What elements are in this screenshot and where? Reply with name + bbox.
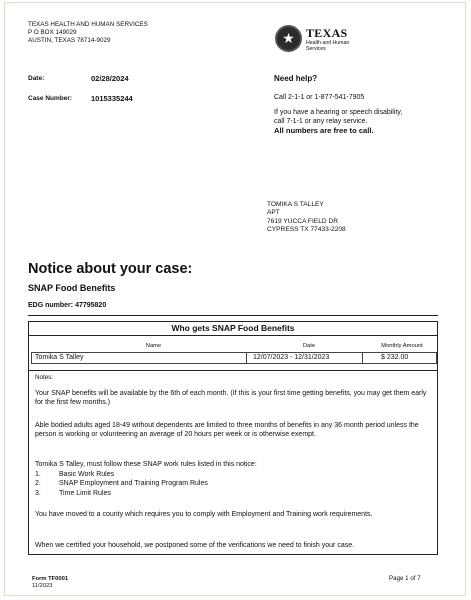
notes-paragraph: Your SNAP benefits will be available by the 6th of each month. (If this is your first time getting benefits, you may get them early for the first few months.) <box>35 390 427 407</box>
help-line: call 7-1-1 or any relay service. <box>274 117 368 125</box>
edg-value: 47795820 <box>75 302 107 309</box>
benefits-table-title: Who gets SNAP Food Benefits <box>29 322 437 336</box>
sender-line: AUSTIN, TEXAS 78714-9029 <box>28 37 111 44</box>
recipient-line: APT <box>267 209 280 217</box>
work-rules-list <box>35 470 433 498</box>
row-amount: $ 232.00 <box>381 354 409 361</box>
form-id <box>32 576 68 590</box>
texas-hhs-logo <box>275 25 405 63</box>
logo-title: TEXAS <box>306 26 348 40</box>
notice-title: Notice about your case: <box>28 261 193 277</box>
header-amount: Monthly Amount <box>381 343 423 349</box>
notes-paragraph: Able bodied adults aged 18-49 without dependents are limited to three months of benefits in any 36 month period unless the person is working or volunteering an average of 20 hours per week or is otherwise exempt. <box>35 422 419 439</box>
divider <box>29 370 437 371</box>
notes-paragraph: When we certified your household, we postponed some of the verifications we need to finish your case. <box>35 542 355 549</box>
notes-label: Notes: <box>35 374 54 381</box>
date-value: 02/28/2024 <box>91 74 129 83</box>
edg-label: EDG number: <box>28 302 74 309</box>
notice-page <box>4 2 466 596</box>
list-item <box>35 479 433 488</box>
notes-paragraph: Tomika S Talley, must follow these SNAP work rules listed in this notice: <box>35 461 257 468</box>
recipient-street: 7619 YUCCA FIELD DR <box>267 217 338 225</box>
recipient-name: TOMIKA S TALLEY <box>267 201 324 208</box>
rule-text: Time Limit Rules <box>59 489 111 497</box>
sender-line: TEXAS HEALTH AND HUMAN SERVICES <box>28 21 148 28</box>
logo-subtitle-line: Services <box>306 46 326 53</box>
help-free-note: All numbers are free to call. <box>274 126 374 135</box>
sender-address <box>28 21 148 45</box>
header-name: Name <box>145 343 162 349</box>
recipient-address <box>267 201 346 235</box>
list-item <box>35 470 433 479</box>
logo-subtitle <box>306 40 349 53</box>
rule-number: 1. <box>35 471 41 478</box>
help-phone: Call 2-1-1 or 1-877-541-7905 <box>274 94 365 101</box>
page-number: Page 1 of 7 <box>389 575 421 582</box>
notes-paragraph: You have moved to a county which requires you to comply with Employment and Training work requirements. <box>35 511 373 518</box>
rule-text: Basic Work Rules <box>59 471 115 478</box>
recipient-city: CYPRESS TX 77433-2208 <box>267 226 346 234</box>
cell-divider <box>362 353 363 363</box>
form-number: Form TF0001 <box>32 576 69 582</box>
list-item <box>35 489 433 498</box>
logo-subtitle-line: Health and Human <box>306 40 350 46</box>
rule-number: 3. <box>35 489 41 497</box>
notice-subtitle: SNAP Food Benefits <box>28 283 116 293</box>
edg-number <box>28 302 106 309</box>
case-number-label: Case Number: <box>28 95 73 102</box>
benefits-box <box>28 321 438 555</box>
help-line: If you have a hearing or speech disability, <box>274 109 403 116</box>
help-title: Need help? <box>274 74 318 83</box>
rule-text: SNAP Employment and Training Program Rules <box>59 480 208 488</box>
sender-line: P O BOX 149029 <box>28 29 77 36</box>
date-label: Date: <box>28 75 45 82</box>
row-name: Tomika S Talley <box>35 354 84 361</box>
divider <box>28 315 438 316</box>
case-number-value: 1015335244 <box>91 94 133 103</box>
table-row <box>31 352 437 364</box>
row-date: 12/07/2023 - 12/31/2023 <box>253 354 330 361</box>
cell-divider <box>246 353 247 363</box>
rule-number: 2. <box>35 480 41 488</box>
help-disability-note <box>274 109 402 126</box>
star-seal-icon: ★ <box>275 25 302 52</box>
header-date: Date <box>302 343 316 349</box>
form-date: 11/2023 <box>32 583 53 589</box>
